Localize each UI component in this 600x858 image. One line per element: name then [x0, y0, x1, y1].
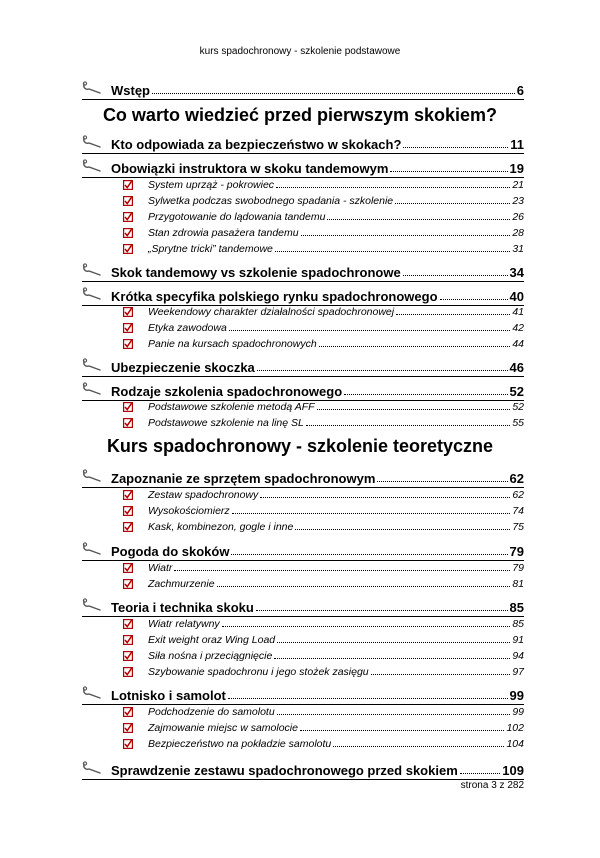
entry-title: Zestaw spadochronowy: [148, 489, 259, 501]
checkbox-checked-icon: [123, 651, 133, 661]
entry-title: Przygotowanie do lądowania tandemu: [148, 211, 326, 223]
entry-page-number: 62: [509, 471, 524, 486]
tie-hook-icon: [82, 81, 102, 95]
entry-title: Wiatr: [148, 562, 173, 574]
entry-page-number: 94: [512, 650, 524, 662]
entry-title: Sylwetka podczas swobodnego spadania - szkolenie: [148, 195, 394, 207]
entry-page-number: 97: [512, 666, 524, 678]
dot-leader: [377, 481, 507, 482]
dot-leader: [440, 299, 508, 300]
checkbox-checked-icon: [123, 418, 133, 428]
tie-hook-icon: [82, 358, 102, 372]
entry-underline: [82, 779, 524, 780]
entry-title: Kask, kombinezon, gogle i inne: [148, 521, 294, 533]
checkbox-checked-icon: [123, 522, 133, 532]
dot-leader: [232, 513, 511, 514]
entry-page-number: 19: [509, 161, 524, 176]
toc-entry-sub[interactable]: [148, 704, 524, 718]
dot-leader: [333, 746, 504, 747]
section-heading: Kurs spadochronowy - szkolenie teoretyczne: [106, 436, 494, 456]
dot-leader: [390, 171, 507, 172]
entry-page-number: 91: [512, 634, 524, 646]
tie-hook-icon: [82, 598, 102, 612]
tie-hook-icon: [82, 159, 102, 173]
entry-title: Zapoznanie ze sprzętem spadochronowym: [111, 471, 376, 486]
toc-entry-main[interactable]: [111, 685, 524, 703]
entry-title: Skok tandemowy vs szkolenie spadochronowe: [111, 265, 401, 280]
checkbox-checked-icon: [123, 323, 133, 333]
entry-page-number: 74: [512, 505, 524, 517]
dot-leader: [396, 314, 510, 315]
toc-entry-sub[interactable]: [148, 736, 524, 750]
toc-entry-sub[interactable]: [148, 320, 524, 334]
dot-leader: [257, 370, 508, 371]
entry-page-number: 99: [509, 688, 524, 703]
tie-hook-icon: [82, 135, 102, 149]
checkbox-checked-icon: [123, 244, 133, 254]
entry-page-number: 23: [512, 195, 524, 207]
entry-page-number: 52: [509, 384, 524, 399]
checkbox-checked-icon: [123, 619, 133, 629]
entry-page-number: 109: [502, 763, 524, 778]
dot-leader: [317, 409, 511, 410]
dot-leader: [275, 251, 510, 252]
checkbox-checked-icon: [123, 723, 133, 733]
entry-title: „Sprytne tricki” tandemowe: [148, 243, 273, 255]
toc-entry-sub[interactable]: [148, 415, 524, 429]
entry-title: Pogoda do skoków: [111, 544, 230, 559]
toc-entry-sub[interactable]: [148, 616, 524, 630]
entry-title: Obowiązki instruktora w skoku tandemowym: [111, 161, 389, 176]
entry-underline: [82, 153, 524, 154]
entry-title: Kto odpowiada za bezpieczeństwo w skokach?: [111, 137, 402, 152]
dot-leader: [174, 570, 510, 571]
toc-entry-main[interactable]: [111, 597, 524, 615]
entry-title: Weekendowy charakter działalności spadochronowej: [148, 306, 395, 318]
entry-page-number: 55: [512, 417, 524, 429]
entry-page-number: 62: [512, 489, 524, 501]
tie-hook-icon: [82, 382, 102, 396]
entry-title: Podchodzenie do samolotu: [148, 706, 275, 718]
dot-leader: [371, 674, 511, 675]
toc-entry-sub[interactable]: [148, 576, 524, 590]
entry-page-number: 28: [512, 227, 524, 239]
toc-entry-sub[interactable]: [148, 664, 524, 678]
toc-entry-main[interactable]: [111, 262, 524, 280]
page-header: kurs spadochronowy - szkolenie podstawowe: [199, 46, 401, 57]
page-number: strona 3 z 282: [460, 780, 524, 791]
dot-leader: [300, 730, 505, 731]
dot-leader: [277, 642, 510, 643]
dot-leader: [344, 394, 507, 395]
entry-page-number: 34: [509, 265, 524, 280]
entry-page-number: 85: [509, 600, 524, 615]
entry-underline: [82, 376, 524, 377]
dot-leader: [217, 586, 511, 587]
entry-title: System uprząż - pokrowiec: [148, 179, 275, 191]
dot-leader: [277, 714, 511, 715]
entry-title: Wstęp: [111, 83, 150, 98]
entry-title: Rodzaje szkolenia spadochronowego: [111, 384, 343, 399]
tie-hook-icon: [82, 469, 102, 483]
checkbox-checked-icon: [123, 635, 133, 645]
entry-page-number: 26: [512, 211, 524, 223]
toc-entry-sub[interactable]: [148, 177, 524, 191]
checkbox-checked-icon: [123, 490, 133, 500]
section-heading: Co warto wiedzieć przed pierwszym skokiem?: [102, 105, 498, 125]
entry-page-number: 31: [512, 243, 524, 255]
tie-hook-icon: [82, 761, 102, 775]
dot-leader: [327, 219, 510, 220]
entry-page-number: 79: [509, 544, 524, 559]
toc-entry-main[interactable]: [111, 357, 524, 375]
toc-entry-main[interactable]: [111, 541, 524, 559]
tie-hook-icon: [82, 542, 102, 556]
entry-title: Podstawowe szkolenie na linę SL: [148, 417, 304, 429]
entry-title: Etyka zawodowa: [148, 322, 227, 334]
dot-leader: [274, 658, 510, 659]
entry-title: Zajmowanie miejsc w samolocie: [148, 722, 298, 734]
entry-title: Exit weight oraz Wing Load: [148, 634, 276, 646]
toc-entry-sub[interactable]: [148, 209, 524, 223]
dot-leader: [460, 773, 501, 774]
toc-entry-sub[interactable]: [148, 399, 524, 413]
entry-page-number: 102: [506, 722, 524, 734]
entry-page-number: 99: [512, 706, 524, 718]
checkbox-checked-icon: [123, 180, 133, 190]
toc-entry-sub[interactable]: [148, 241, 524, 255]
entry-title: Podstawowe szkolenie metodą AFF: [148, 401, 315, 413]
toc-entry-sub[interactable]: [148, 648, 524, 662]
checkbox-checked-icon: [123, 707, 133, 717]
toc-entry-main[interactable]: [111, 381, 524, 399]
dot-leader: [152, 93, 515, 94]
entry-title: Krótka specyfika polskiego rynku spadochronowego: [111, 289, 438, 304]
toc-entry-sub[interactable]: [148, 487, 524, 501]
entry-page-number: 42: [512, 322, 524, 334]
dot-leader: [403, 275, 508, 276]
toc-entry-main[interactable]: [111, 468, 524, 486]
toc-entry-sub[interactable]: [148, 225, 524, 239]
entry-page-number: 46: [509, 360, 524, 375]
toc-entry-main[interactable]: [111, 134, 524, 152]
entry-page-number: 79: [512, 562, 524, 574]
toc-entry-main[interactable]: [111, 80, 524, 98]
entry-title: Wiatr relatywny: [148, 618, 220, 630]
toc-entry-main[interactable]: [111, 158, 524, 176]
entry-title: Bezpieczeństwo na pokładzie samolotu: [148, 738, 332, 750]
entry-page-number: 40: [509, 289, 524, 304]
entry-title: Szybowanie spadochronu i jego stożek zasięgu: [148, 666, 369, 678]
toc-entry-sub[interactable]: [148, 560, 524, 574]
entry-page-number: 52: [512, 401, 524, 413]
checkbox-checked-icon: [123, 196, 133, 206]
checkbox-checked-icon: [123, 506, 133, 516]
entry-title: Ubezpieczenie skoczka: [111, 360, 255, 375]
tie-hook-icon: [82, 263, 102, 277]
dot-leader: [395, 203, 510, 204]
checkbox-checked-icon: [123, 402, 133, 412]
entry-underline: [82, 281, 524, 282]
toc-entry-sub[interactable]: [148, 193, 524, 207]
dot-leader: [256, 610, 508, 611]
entry-page-number: 75: [512, 521, 524, 533]
entry-underline: [82, 99, 524, 100]
checkbox-checked-icon: [123, 667, 133, 677]
tie-hook-icon: [82, 287, 102, 301]
dot-leader: [301, 235, 511, 236]
entry-page-number: 85: [512, 618, 524, 630]
toc-entry-sub[interactable]: [148, 519, 524, 533]
toc-entry-main[interactable]: [111, 286, 524, 304]
checkbox-checked-icon: [123, 563, 133, 573]
entry-title: Wysokościomierz: [148, 505, 230, 517]
checkbox-checked-icon: [123, 739, 133, 749]
dot-leader: [228, 698, 508, 699]
dot-leader: [319, 346, 511, 347]
dot-leader: [403, 147, 508, 148]
toc-entry-sub[interactable]: [148, 304, 524, 318]
checkbox-checked-icon: [123, 579, 133, 589]
tie-hook-icon: [82, 686, 102, 700]
dot-leader: [276, 187, 510, 188]
entry-title: Teoria i technika skoku: [111, 600, 254, 615]
dot-leader: [295, 529, 510, 530]
entry-page-number: 21: [512, 179, 524, 191]
checkbox-checked-icon: [123, 339, 133, 349]
entry-title: Sprawdzenie zestawu spadochronowego przed skokiem: [111, 763, 458, 778]
entry-page-number: 11: [510, 137, 524, 152]
entry-page-number: 44: [512, 338, 524, 350]
entry-page-number: 104: [506, 738, 524, 750]
dot-leader: [260, 497, 510, 498]
entry-page-number: 41: [512, 306, 524, 318]
checkbox-checked-icon: [123, 307, 133, 317]
toc-entry-main[interactable]: [111, 760, 524, 778]
entry-page-number: 81: [512, 578, 524, 590]
toc-entry-sub[interactable]: [148, 336, 524, 350]
entry-page-number: 6: [516, 83, 524, 98]
checkbox-checked-icon: [123, 212, 133, 222]
toc-entry-sub[interactable]: [148, 503, 524, 517]
entry-title: Lotnisko i samolot: [111, 688, 226, 703]
dot-leader: [229, 330, 511, 331]
entry-title: Stan zdrowia pasażera tandemu: [148, 227, 299, 239]
checkbox-checked-icon: [123, 228, 133, 238]
entry-title: Siła nośna i przeciągnięcie: [148, 650, 273, 662]
dot-leader: [231, 554, 507, 555]
entry-title: Panie na kursach spadochronowych: [148, 338, 317, 350]
toc-entry-sub[interactable]: [148, 632, 524, 646]
dot-leader: [306, 425, 510, 426]
toc-entry-sub[interactable]: [148, 720, 524, 734]
dot-leader: [222, 626, 511, 627]
entry-title: Zachmurzenie: [148, 578, 215, 590]
